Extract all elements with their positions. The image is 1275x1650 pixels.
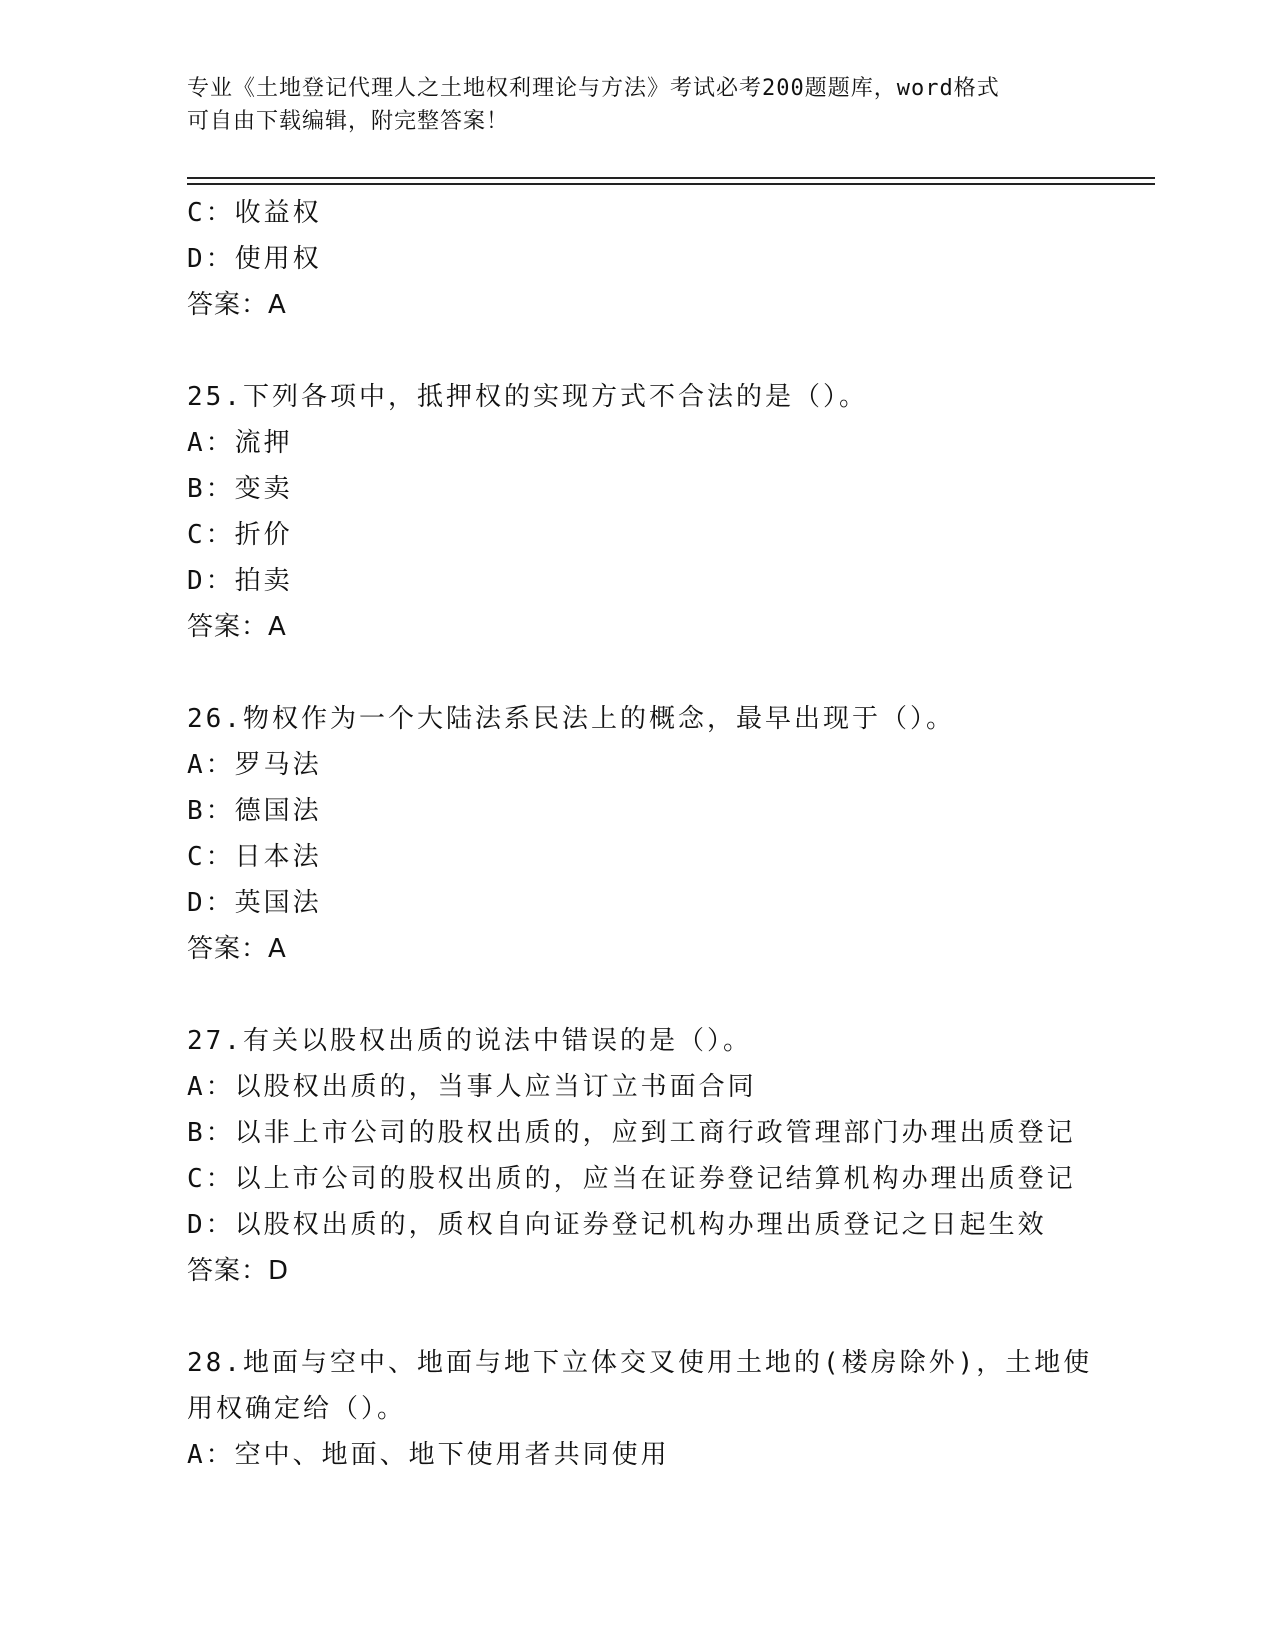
option-b: B：德国法 [187,796,322,826]
option-b: B：以非上市公司的股权出质的，应到工商行政管理部门办理出质登记 [187,1118,1076,1148]
option-c: C：日本法 [187,842,322,872]
option-d: D：拍卖 [187,566,293,596]
spacer [187,972,1147,1018]
option-c: C：折价 [187,520,293,550]
header-divider-bottom [187,183,1155,185]
question-26 [187,696,1147,972]
question-25 [187,374,1147,650]
option-a: A：流押 [187,428,293,458]
answer-line: 答案：A [187,612,287,642]
spacer [187,1294,1147,1340]
spacer [187,328,1147,374]
answer-line: 答案：A [187,290,287,320]
option-c: C：收益权 [187,198,322,228]
spacer [187,650,1147,696]
option-c: C：以上市公司的股权出质的，应当在证券登记结算机构办理出质登记 [187,1164,1076,1194]
question-27 [187,1018,1147,1294]
option-a: A：空中、地面、地下使用者共同使用 [187,1440,670,1470]
question-text-line-2: 用权确定给（）。 [187,1394,407,1424]
option-d: D：以股权出质的，质权自向证券登记机构办理出质登记之日起生效 [187,1210,1047,1240]
question-text-line-1: 28.地面与空中、地面与地下立体交叉使用土地的(楼房除外)，土地使 [187,1348,1093,1378]
option-b: B：变卖 [187,474,293,504]
question-list [187,190,1147,1478]
option-d: D：使用权 [187,244,322,274]
question-text: 26.物权作为一个大陆法系民法上的概念，最早出现于（）。 [187,704,955,734]
question-text: 25.下列各项中，抵押权的实现方式不合法的是（）。 [187,382,868,412]
option-a: A：以股权出质的，当事人应当订立书面合同 [187,1072,757,1102]
question-28 [187,1340,1147,1478]
question-text: 27.有关以股权出质的说法中错误的是（）。 [187,1026,752,1056]
header-title-line-1: 专业《土地登记代理人之土地权利理论与方法》考试必考200题题库，word格式 [187,76,1000,101]
answer-line: 答案：D [187,1256,290,1286]
header-divider-top [187,177,1155,179]
header-title-line-2: 可自由下载编辑，附完整答案！ [187,109,510,134]
question-24-tail [187,190,1147,328]
answer-line: 答案：A [187,934,287,964]
option-d: D：英国法 [187,888,322,918]
document-header [187,72,1067,138]
option-a: A：罗马法 [187,750,322,780]
